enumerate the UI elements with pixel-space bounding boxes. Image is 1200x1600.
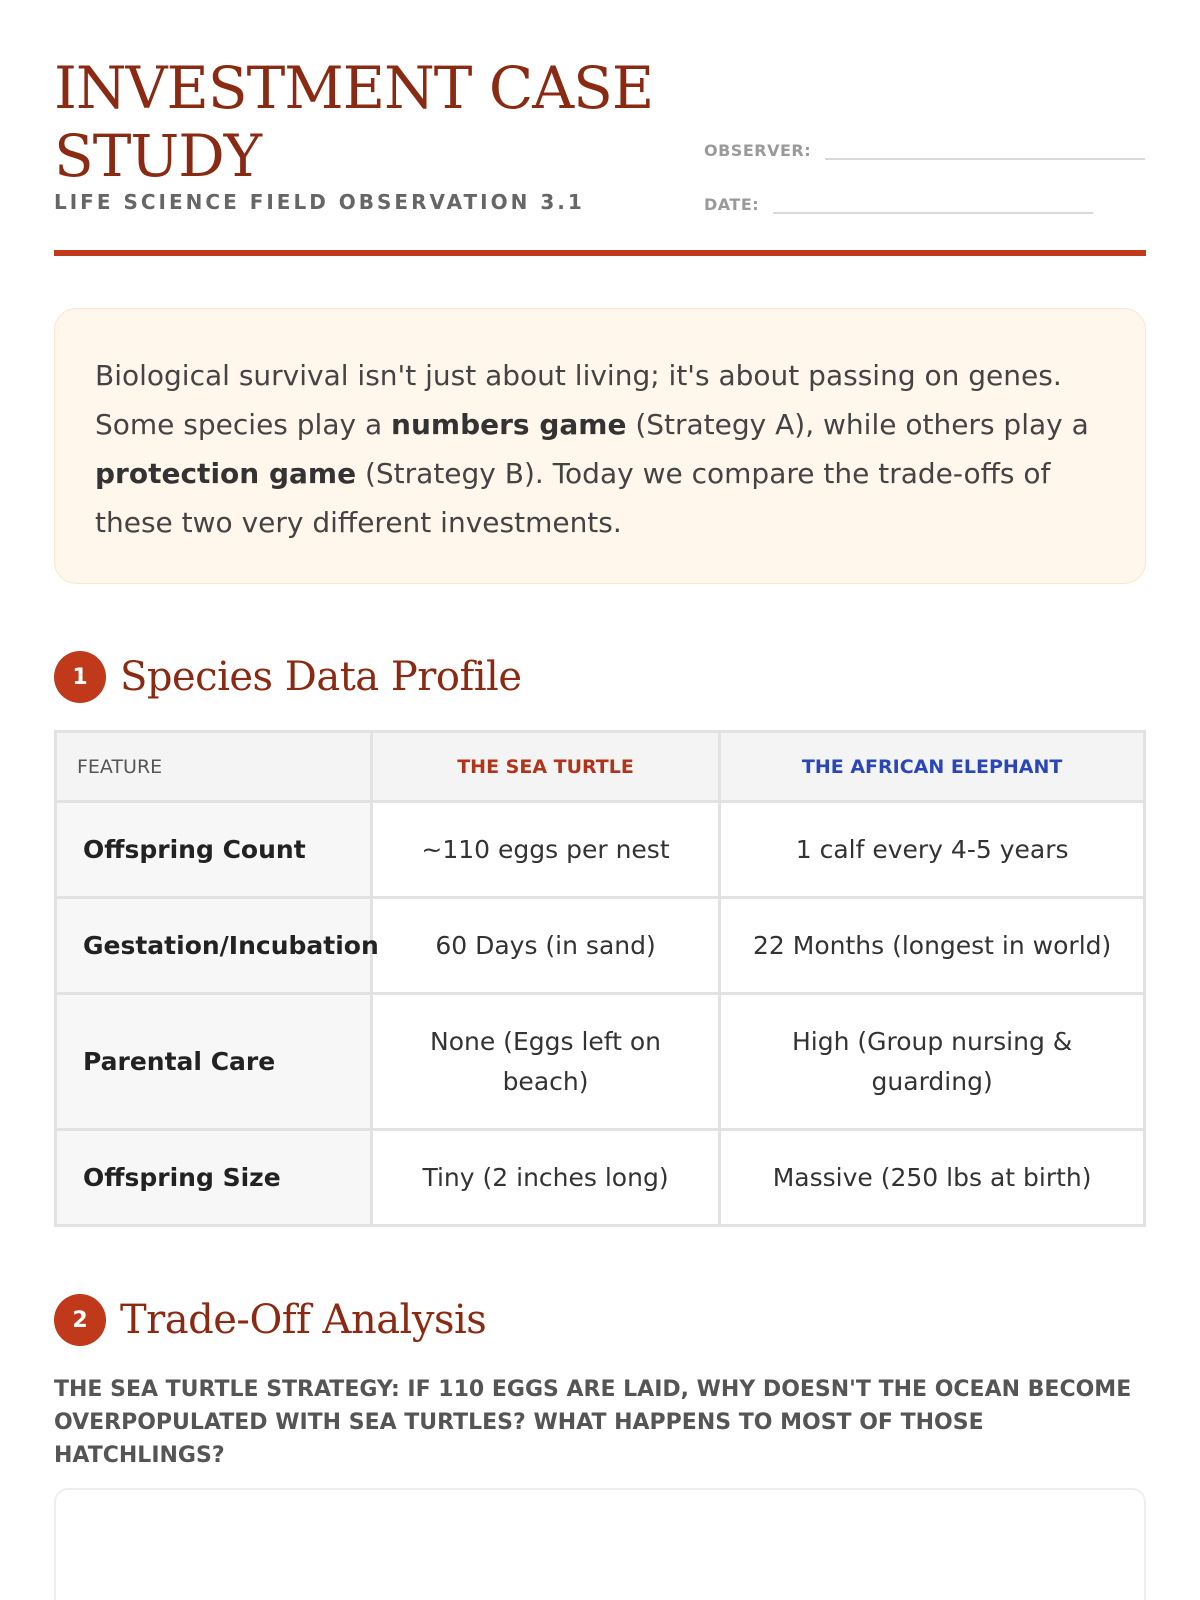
species-data-table bbox=[54, 730, 1146, 1227]
date-field bbox=[704, 188, 1093, 214]
turtle-cell: 60 Days (in sand) bbox=[371, 898, 719, 994]
section-2-heading bbox=[54, 1293, 1146, 1347]
elephant-cell: 22 Months (longest in world) bbox=[720, 898, 1145, 994]
intro-text-2: (Strategy A), while others play a bbox=[626, 408, 1089, 441]
page-subtitle: LIFE SCIENCE FIELD OBSERVATION 3.1 bbox=[54, 190, 585, 214]
elephant-cell: Massive (250 lbs at birth) bbox=[720, 1130, 1145, 1226]
turtle-cell: None (Eggs left on beach) bbox=[371, 994, 719, 1130]
table-row bbox=[56, 1130, 1145, 1226]
table-header-row bbox=[56, 732, 1145, 802]
intro-bold-protection-game: protection game bbox=[95, 457, 357, 490]
table-row bbox=[56, 802, 1145, 898]
table-row bbox=[56, 898, 1145, 994]
date-label: DATE: bbox=[704, 195, 760, 214]
intro-callout bbox=[54, 308, 1146, 584]
turtle-cell: ~110 eggs per nest bbox=[371, 802, 719, 898]
row-feature-cell: Gestation/Incubation bbox=[56, 898, 372, 994]
page-title: INVESTMENT CASE STUDY bbox=[54, 54, 654, 190]
turtle-cell: Tiny (2 inches long) bbox=[371, 1130, 719, 1226]
intro-bold-numbers-game: numbers game bbox=[391, 408, 627, 441]
section-2-title: Trade-Off Analysis bbox=[120, 1297, 487, 1343]
intro-text-1: Biological survival isn't just about living; it's about passing on genes. Some species play a bbox=[95, 359, 1062, 441]
elephant-cell: 1 calf every 4-5 years bbox=[720, 802, 1145, 898]
worksheet-header bbox=[54, 0, 1146, 256]
row-feature-cell: Offspring Count bbox=[56, 802, 372, 898]
observer-label: OBSERVER: bbox=[704, 141, 812, 160]
section-2-number-badge: 2 bbox=[54, 1294, 106, 1346]
observer-field bbox=[704, 134, 1145, 160]
column-header-sea-turtle: THE SEA TURTLE bbox=[371, 732, 719, 802]
row-feature-cell: Parental Care bbox=[56, 994, 372, 1130]
column-header-feature: FEATURE bbox=[56, 732, 372, 802]
table-row bbox=[56, 994, 1145, 1130]
elephant-cell: High (Group nursing & guarding) bbox=[720, 994, 1145, 1130]
observer-input-line[interactable] bbox=[825, 134, 1145, 160]
date-input-line[interactable] bbox=[773, 188, 1093, 214]
column-header-african-elephant: THE AFRICAN ELEPHANT bbox=[720, 732, 1145, 802]
row-feature-cell: Offspring Size bbox=[56, 1130, 372, 1226]
trade-off-question: THE SEA TURTLE STRATEGY: IF 110 EGGS ARE LAID, WHY DOESN'T THE OCEAN BECOME OVERPOPULATED WITH SEA TURTLES? WHAT HAPPENS TO MOST OF THOSE HATCHLINGS? bbox=[54, 1377, 1132, 1468]
intro-text-3: (Strategy B). Today we compare the trade-offs of these two very different investments. bbox=[95, 457, 1051, 539]
section-1-number-badge: 1 bbox=[54, 651, 106, 703]
section-1-heading bbox=[54, 650, 1146, 704]
answer-box[interactable] bbox=[54, 1488, 1146, 1600]
section-1-title: Species Data Profile bbox=[120, 654, 522, 700]
